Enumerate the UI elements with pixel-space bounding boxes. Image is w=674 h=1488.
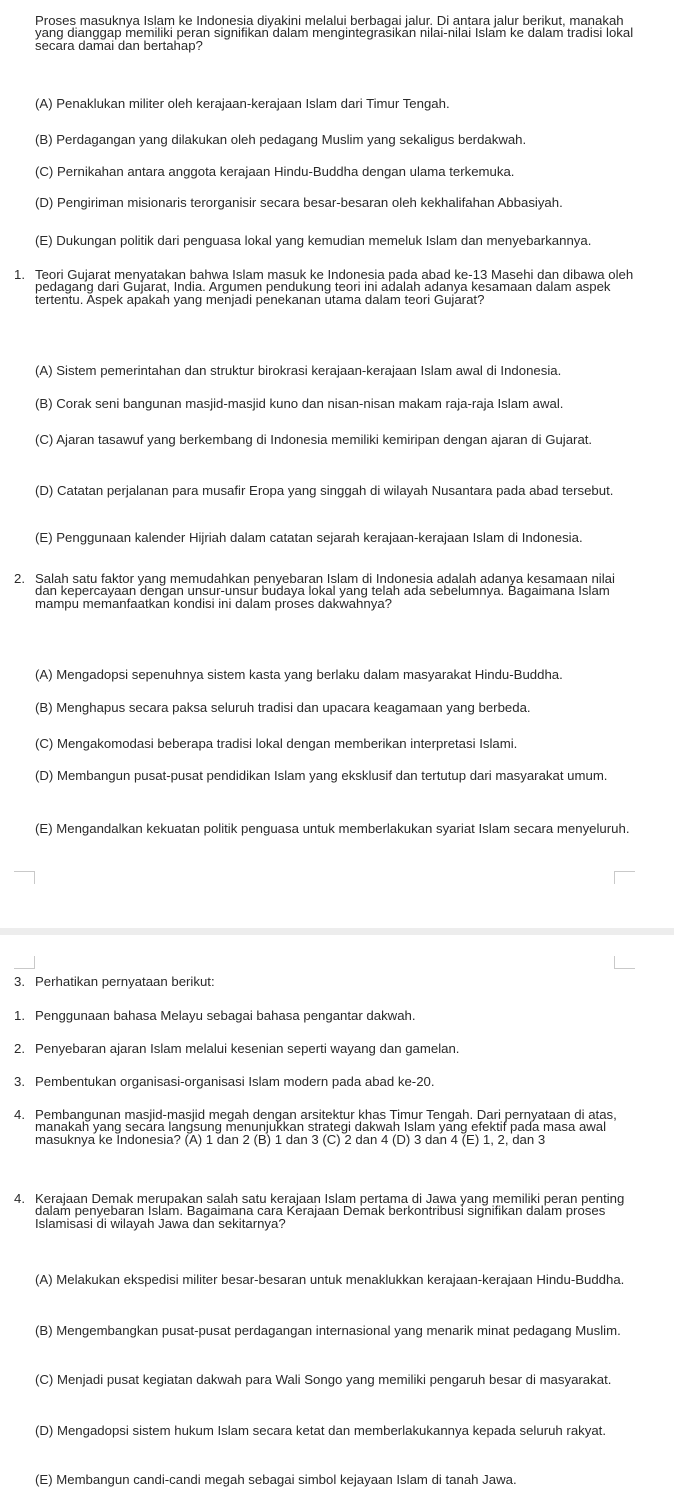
intro-option-b: (B) Perdagangan yang dilakukan oleh pedagang Muslim yang sekaligus berdakwah. [35, 132, 527, 148]
question-4 [14, 1193, 640, 1230]
statement-1 [14, 1010, 640, 1022]
question-4-option-e: (E) Membangun candi-candi megah sebagai simbol kejayaan Islam di tanah Jawa. [35, 1472, 517, 1488]
question-4-option-c: (C) Menjadi pusat kegiatan dakwah para Wali Songo yang memiliki pengaruh besar di masyarakat. [35, 1372, 612, 1388]
question-2-option-d: (D) Membangun pusat-pusat pendidikan Islam yang eksklusif dan tertutup dari masyarakat umum. [35, 768, 608, 784]
question-1-option-c: (C) Ajaran tasawuf yang berkembang di Indonesia memiliki kemiripan dengan ajaran di Gujarat. [35, 432, 593, 448]
statement-4-text: Pembangunan masjid-masjid megah dengan arsitektur khas Timur Tengah. Dari pernyataan di atas, manakah yang secara langsung menunjukkan strategi dakwah Islam yang efektif pada masa awal masuknya ke Indonesia? (A) 1 dan 2 (B) 1 dan 3 (C) 2 dan 4 (D) 3 dan 4 (E) 1, 2, dan 3 [35, 1107, 617, 1147]
question-2-option-e: (E) Mengandalkan kekuatan politik penguasa untuk memberlakukan syariat Islam secara menyeluruh. [35, 821, 630, 837]
page-break [0, 928, 674, 935]
statement-1-number: 1. [14, 1008, 25, 1023]
intro-option-c: (C) Pernikahan antara anggota kerajaan Hindu-Buddha dengan ulama terkemuka. [35, 164, 515, 180]
statement-2-text: Penyebaran ajaran Islam melalui kesenian seperti wayang dan gamelan. [35, 1041, 460, 1057]
question-4-option-d: (D) Mengadopsi sistem hukum Islam secara ketat dan memberlakukannya kepada seluruh rakyat. [35, 1423, 606, 1439]
question-1-option-a: (A) Sistem pemerintahan dan struktur birokrasi kerajaan-kerajaan Islam awal di Indonesia. [35, 363, 562, 379]
question-1 [14, 269, 640, 306]
question-4-text: Kerajaan Demak merupakan salah satu kerajaan Islam pertama di Jawa yang memiliki peran penting dalam penyebaran Islam. Bagaimana cara Kerajaan Demak berkontribusi signifikan dalam proses Islamisasi di wilayah Jawa dan sekitarnya? [35, 1191, 625, 1231]
statement-1-text: Penggunaan bahasa Melayu sebagai bahasa pengantar dakwah. [35, 1008, 416, 1024]
question-1-option-e: (E) Penggunaan kalender Hijriah dalam catatan sejarah kerajaan-kerajaan Islam di Indonesia. [35, 530, 583, 546]
question-3-number: 3. [14, 974, 25, 989]
question-1-option-b: (B) Corak seni bangunan masjid-masjid kuno dan nisan-nisan makam raja-raja Islam awal. [35, 396, 564, 412]
question-1-text: Teori Gujarat menyatakan bahwa Islam masuk ke Indonesia pada abad ke-13 Masehi dan dibawa oleh pedagang dari Gujarat, India. Argumen pendukung teori ini adalah adanya kesamaan dalam aspek tertentu. Aspek apakah yang menjadi penekanan utama dalam teori Gujarat? [35, 267, 634, 307]
question-1-number: 1. [14, 267, 25, 282]
intro-option-d: (D) Pengiriman misionaris terorganisir secara besar-besaran oleh kekhalifahan Abbasiyah. [35, 195, 563, 211]
statement-3 [14, 1076, 640, 1088]
crop-mark-bottom-left [14, 956, 35, 969]
intro-question-text: Proses masuknya Islam ke Indonesia diyakini melalui berbagai jalur. Di antara jalur berikut, manakah yang dianggap memiliki peran signifikan dalam mengintegrasikan nilai-nilai Islam ke dalam tradisi lokal secara damai dan bertahap? [35, 13, 634, 53]
crop-mark-bottom-right [614, 956, 635, 969]
question-4-option-b: (B) Mengembangkan pusat-pusat perdagangan internasional yang menarik minat pedagang Muslim. [35, 1323, 621, 1339]
question-4-option-a: (A) Melakukan ekspedisi militer besar-besaran untuk menaklukkan kerajaan-kerajaan Hindu-Buddha. [35, 1272, 625, 1288]
intro-option-e: (E) Dukungan politik dari penguasa lokal yang kemudian memeluk Islam dan menyebarkannya. [35, 233, 592, 249]
question-3-text: Perhatikan pernyataan berikut: [35, 974, 215, 990]
statement-4 [14, 1109, 640, 1146]
question-2-option-b: (B) Menghapus secara paksa seluruh tradisi dan upacara keagamaan yang berbeda. [35, 700, 531, 716]
crop-mark-top-left [14, 871, 35, 884]
question-2-option-a: (A) Mengadopsi sepenuhnya sistem kasta yang berlaku dalam masyarakat Hindu-Buddha. [35, 667, 563, 683]
intro-option-a: (A) Penaklukan militer oleh kerajaan-kerajaan Islam dari Timur Tengah. [35, 96, 450, 112]
statement-4-number: 4. [14, 1107, 25, 1122]
question-2 [14, 573, 640, 610]
statement-2 [14, 1043, 640, 1055]
question-2-text: Salah satu faktor yang memudahkan penyebaran Islam di Indonesia adalah adanya kesamaan nilai dan kepercayaan dengan unsur-unsur budaya lokal yang telah ada sebelumnya. Bagaimana Islam mampu memanfaatkan kondisi ini dalam proses dakwahnya? [35, 571, 615, 611]
question-2-number: 2. [14, 571, 25, 586]
crop-mark-top-right [614, 871, 635, 884]
question-4-number: 4. [14, 1191, 25, 1206]
question-2-option-c: (C) Mengakomodasi beberapa tradisi lokal dengan memberikan interpretasi Islami. [35, 736, 518, 752]
question-3 [14, 976, 640, 988]
statement-2-number: 2. [14, 1041, 25, 1056]
statement-3-number: 3. [14, 1074, 25, 1089]
statement-3-text: Pembentukan organisasi-organisasi Islam modern pada abad ke-20. [35, 1074, 435, 1090]
question-1-option-d: (D) Catatan perjalanan para musafir Eropa yang singgah di wilayah Nusantara pada abad tersebut. [35, 483, 614, 499]
